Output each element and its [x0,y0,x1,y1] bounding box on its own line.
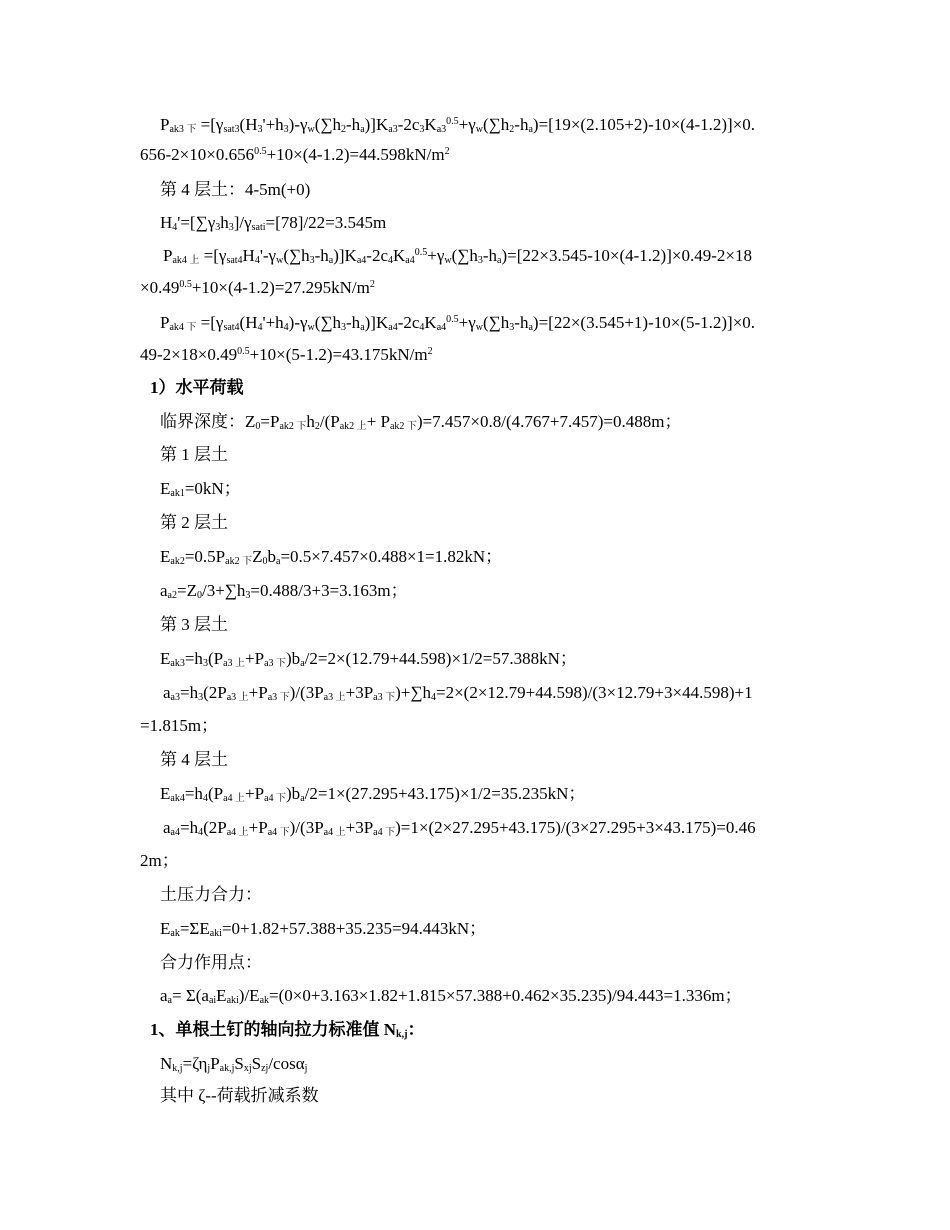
formula-aa4: $a_{a4}=h_4(2P_{a4 上}+P_{a4 下})/(3P_{a4 上}+3P_{a4 下})=1\times(2\times 27.295+43.175)/(3\times 27.295+3\times 43.175)=0.46$ [163,818,756,838]
section-heading-horizontal-load: 1）水平荷载 [150,378,244,397]
where-zeta-note: 其中 ζ--荷载折减系数 [160,1086,319,1105]
formula-aa-total: $a_a= \Sigma(a_{ai}E_{aki})/E_{ak}=(0\times 0+3.163\times 1.82+1.815\times 57.388+0.462\times 35.235)/94.443=1.336m$； [160,986,742,1006]
section-heading-nail-tension: 1、单根土钉的轴向拉力标准值 $N_{k,j}$： [150,1020,425,1040]
formula-pak4-lower: $P_{ak4 下} =[\gamma_{sat4}(H_4'+h_4)-\gamma_w(\sum h_3-h_a)]K_{a4}-2c_4K_{a4}^{0.5}+\gamma_w(\sum h_3-h_a)=[22\times(3.545+1)-10\times(5-1.2)]\times 0$. [160,313,756,333]
formula-pak4-upper: $P_{ak4 上} =[\gamma_{sat4}H_4'-\gamma_w(\sum h_3-h_a)]K_{a4}-2c_4K_{a4}^{0.5}+\gamma_w(\sum h_3-h_a)=[22\times 3.545-10\times(4-1.2)]\times 0.49-2\times 18$ [163,246,752,266]
formula-eak2: $E_{ak2}=0.5P_{ak2 下}Z_0b_a=0.5\times 7.457\times 0.488\times 1=1.82kN$； [160,547,503,567]
layer-4-heading: 第 4 层土：4-5m(+0) [160,180,311,199]
formula-pak4-upper-cont: $\times 0.49^{0.5}+10\times(4-1.2)=27.295kN/m^2$ [140,278,375,297]
formula-pak3-lower: $P_{ak3 下} =[\gamma_{sat3}(H_3'+h_3)-\gamma_w(\sum h_2-h_a)]K_{a3}-2c_3K_{a3}^{0.5}+\gamma_w(\sum h_2-h_a)=[19\times(2.105+2)-10\times(4-1.2)]\times 0$. [160,115,756,135]
formula-aa3-cont: =1.815m； [140,716,219,735]
formula-eak-total: $E_{ak}=\Sigma E_{aki}=0+1.82+57.388+35.235=94.443kN$； [160,919,487,939]
formula-eak3: $E_{ak3}=h_3(P_{a3 上}+P_{a3 下})b_a/2=2\times(12.79+44.598)\times 1/2=57.388kN$； [160,649,577,669]
layer-3-heading: 第 3 层土 [160,615,228,634]
formula-eak4: $E_{ak4}=h_4(P_{a4 上}+P_{a4 下})b_a/2=1\times(27.295+43.175)\times 1/2=35.235kN$； [160,784,586,804]
resultant-earth-pressure-label: 土压力合力： [160,885,262,904]
action-point-label: 合力作用点： [160,953,262,972]
critical-depth: 临界深度：$Z_0=P_{ak2 下}h_2/(P_{ak2 上}+ P_{ak2 下})=7.457\times 0.8/(4.767+7.457)=0.488m$； [160,412,682,432]
layer-4-heading-2: 第 4 层土 [160,750,228,769]
formula-aa4-cont: 2m； [140,851,179,870]
formula-pak4-lower-cont: $49-2\times 18\times 0.49^{0.5}+10\times(5-1.2)=43.175kN/m^2$ [140,345,433,364]
formula-pak3-lower-cont: $656-2\times 10\times 0.656^{0.5}+10\times(4-1.2)=44.598kN/m^2$ [140,145,450,164]
formula-aa3: $a_{a3}=h_3(2P_{a3 上}+P_{a3 下})/(3P_{a3 上}+3P_{a3 下})+\sum h_4=2\times(2\times 12.79+44.598)/(3\times 12.79+3\times 44.598)+1$ [163,683,753,703]
formula-aa2: $a_{a2}=Z_0/3+\sum h_3=0.488/3+3=3.163m$； [160,581,408,601]
formula-nkj: $N_{k,j}=\zeta\eta_jP_{ak,j}S_{xj}S_{zj}/\cos\alpha_j$ [160,1054,308,1074]
layer-1-heading: 第 1 层土 [160,445,228,464]
formula-eak1: $E_{ak1}=0kN$； [160,479,241,499]
layer-2-heading: 第 2 层土 [160,513,228,532]
formula-h4: $H_4'=[\sum\gamma_3h_3]/\gamma_{sati}=[78]/22=3.545m$ [160,213,387,233]
